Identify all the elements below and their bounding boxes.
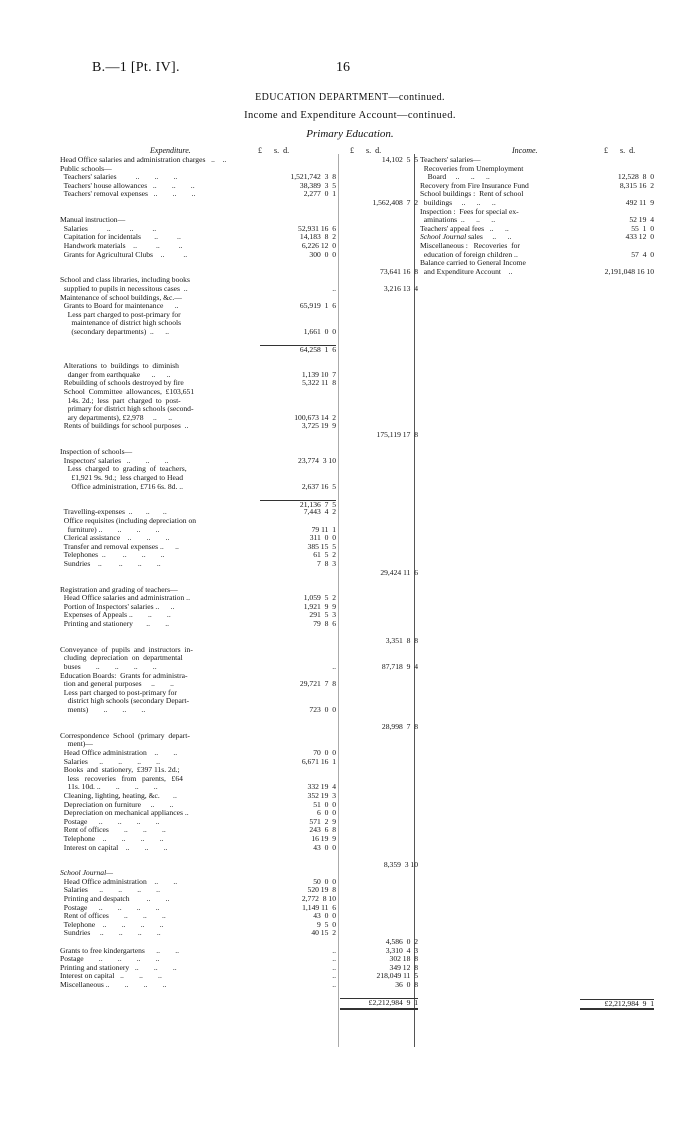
expenditure-subtotal: 175,119 17 8 [376, 430, 418, 439]
income-amount: 492 11 9 [625, 197, 654, 207]
expenditure-amount: 100,673 14 2 [294, 412, 336, 422]
expenditure-subtotal: 28,998 7 8 [381, 722, 418, 732]
income-label: Inspection : Fees for special ex- [420, 206, 519, 216]
income-amount: 8,315 16 2 [619, 180, 654, 190]
income-total-row [420, 999, 660, 1008]
expenditure-label: Less part charged to post-primary for [60, 309, 181, 319]
income-heading: Income. [512, 146, 538, 155]
expenditure-label: Teachers' house allowances .. .. .. [60, 180, 195, 190]
expenditure-amount: 1,139 10 7 [301, 369, 336, 379]
income-label: School Journal sales .. .. [420, 232, 512, 242]
lsd-heading-3: £ s. d. [604, 146, 636, 155]
expenditure-label: Miscellaneous .. .. .. .. [60, 980, 167, 989]
income-total: £2,212,984 9 1 [580, 999, 654, 1011]
expenditure-label: Inspectors' salaries .. .. .. [60, 455, 169, 465]
expenditure-amount: 332 19 4 [307, 782, 336, 792]
expenditure-label: Transfer and removal expenses .. .. [60, 541, 179, 551]
income-label: Teachers' appeal fees .. .. [420, 223, 509, 233]
income-amount: 52 19 4 [629, 215, 654, 225]
expenditure-row [60, 706, 420, 715]
expenditure-label: Cleaning, lighting, heating, &c. .. [60, 790, 177, 800]
expenditure-label: Postage .. .. .. .. [60, 902, 160, 912]
expenditure-amount: 6,226 12 0 [301, 240, 336, 250]
expenditure-label: Salaries .. .. .. [60, 223, 157, 233]
expenditure-label: Head Office salaries and administration charges .. .. [60, 155, 227, 164]
expenditure-row [60, 422, 420, 431]
expenditure-label: 11s. 10d. .. .. .. .. [60, 782, 158, 792]
expenditure-subtotal: 14,102 5 5 [381, 155, 418, 164]
expenditure-row [60, 732, 420, 741]
expenditure-subtotal: 1,562,408 7 2 [372, 197, 418, 207]
expenditure-subtotal: 36 0 8 [395, 980, 418, 989]
expenditure-amount: 21,136 7 5 [260, 500, 336, 510]
income-amount: 57 4 0 [631, 249, 654, 259]
expenditure-row [60, 345, 420, 354]
expenditure-row [60, 844, 420, 853]
expenditure-amount: .. [332, 980, 336, 989]
expenditure-label: Interest on capital .. .. .. [60, 842, 168, 852]
expenditure-amount: 520 19 8 [307, 885, 336, 895]
expenditure-row [60, 336, 420, 345]
expenditure-label: Handwork materials .. .. .. [60, 240, 183, 250]
expenditure-label: Education Boards: Grants for administra- [60, 670, 188, 680]
expenditure-row [60, 981, 420, 990]
expenditure-row [60, 251, 420, 260]
expenditure-label: School and class libraries, including books [60, 275, 190, 285]
expenditure-amount: 6,671 16 1 [301, 756, 336, 766]
expenditure-label: Manual instruction— [60, 215, 126, 225]
expenditure-label: Travelling-expenses .. .. .. [60, 507, 167, 517]
expenditure-amount: .. [332, 962, 336, 972]
expenditure-label: maintenance of district high schools [60, 318, 182, 328]
expenditure-row [60, 929, 420, 938]
expenditure-label: Registration and grading of teachers— [60, 584, 178, 594]
expenditure-amount: 352 19 3 [307, 790, 336, 800]
expenditure-amount: 291 5 3 [309, 610, 336, 620]
expenditure-label: tion and general purposes .. .. [60, 679, 174, 689]
expenditure-amount: 50 0 0 [313, 876, 336, 886]
expenditure-amount: 1,921 9 9 [303, 601, 336, 611]
expenditure-label: Depreciation on mechanical appliances .. [60, 808, 189, 818]
expenditure-row [60, 431, 420, 440]
expenditure-label: district high schools (secondary Depart- [60, 696, 190, 706]
expenditure-label: 14s. 2d.; less part charged to post- [60, 395, 181, 405]
section-title: Primary Education. [306, 128, 394, 140]
expenditure-amount: 7,443 4 2 [303, 507, 336, 517]
income-amount: 433 12 0 [625, 232, 654, 242]
income-label: School buildings : Rent of school [420, 189, 524, 199]
income-amount: 55 1 0 [631, 223, 654, 233]
expenditure-label: Books and stationery, £397 11s. 2d.; [60, 765, 180, 775]
expenditure-label: £1,921 9s. 9d.; less charged to Head [60, 472, 184, 482]
expenditure-label: Capitation for incidentals .. .. [60, 232, 181, 242]
expenditure-label: Correspondence School (primary depart- [60, 730, 190, 740]
expenditure-amount: 38,389 3 5 [299, 180, 336, 190]
expenditure-label: Printing and stationery .. .. [60, 619, 170, 629]
expenditure-label: Office administration, £716 6s. 8d. .. [60, 481, 184, 491]
expenditure-label: Portion of Inspectors' salaries .. .. [60, 601, 175, 611]
expenditure-label: Conveyance of pupils and instructors in- [60, 644, 193, 654]
expenditure-label: Sundries .. .. .. .. [60, 558, 161, 568]
page-number: 16 [336, 60, 350, 75]
expenditure-table [60, 156, 420, 1007]
expenditure-amount: 723 0 0 [309, 705, 336, 714]
expenditure-subtotal: £2,212,984 9 1 [340, 998, 418, 1010]
income-table [420, 155, 660, 1008]
expenditure-label: cluding depreciation on departmental [60, 653, 183, 663]
expenditure-label: School Committee allowances, £103,651 [60, 387, 195, 397]
expenditure-label: primary for district high schools (second- [60, 404, 194, 414]
expenditure-row [60, 491, 420, 500]
expenditure-label: less recoveries from parents, £64 [60, 773, 183, 783]
expenditure-amount: 243 6 8 [309, 825, 336, 835]
expenditure-amount: 51 0 0 [313, 799, 336, 809]
expenditure-amount: 65,919 1 6 [299, 301, 336, 311]
expenditure-subtotal: 218,049 11 5 [376, 971, 418, 981]
expenditure-label: Salaries .. .. .. .. [60, 756, 160, 766]
expenditure-amount: .. [332, 954, 336, 964]
expenditure-row [60, 861, 420, 870]
expenditure-amount: .. [332, 662, 336, 672]
expenditure-label: School Journal— [60, 868, 113, 878]
expenditure-row [60, 620, 420, 629]
income-label: Miscellaneous : Recoveries for [420, 240, 520, 250]
expenditure-subtotal: 4,586 0 2 [385, 937, 418, 947]
expenditure-label: Clerical assistance .. .. .. [60, 533, 170, 543]
expenditure-amount: 61 5 2 [313, 550, 336, 560]
income-label: aminations .. .. .. [420, 215, 496, 225]
expenditure-label: Telephone .. .. .. .. [60, 919, 164, 929]
expenditure-label: Head Office administration .. .. [60, 747, 178, 757]
expenditure-label: Interest on capital .. .. .. [60, 971, 162, 981]
lsd-heading-2: £ s. d. [350, 146, 382, 155]
income-row [420, 268, 660, 277]
expenditure-amount: 16 19 9 [311, 833, 336, 843]
expenditure-amount: 64,258 1 6 [260, 345, 336, 355]
income-label: Recovery from Fire Insurance Fund [420, 180, 529, 190]
income-label: buildings .. .. .. [420, 197, 496, 207]
account-title: Income and Expenditure Account—continued. [244, 110, 456, 121]
expenditure-amount: 571 2 9 [309, 816, 336, 826]
expenditure-row [60, 990, 420, 999]
expenditure-amount: 23,774 3 10 [298, 455, 336, 465]
expenditure-amount: 1,521,742 3 8 [290, 172, 336, 182]
expenditure-amount: 70 0 0 [313, 747, 336, 757]
expenditure-label: Teachers' salaries .. .. .. [60, 172, 178, 182]
expenditure-amount: 9 5 0 [317, 919, 336, 929]
expenditure-subtotal: 3,310 4 3 [385, 945, 418, 955]
expenditure-subtotal: 302 18 8 [389, 954, 418, 964]
expenditure-label: Printing and stationery .. .. .. [60, 962, 177, 972]
expenditure-label: Rents of buildings for school purposes .. [60, 421, 189, 431]
income-label: and Expenditure Account .. [420, 266, 513, 276]
expenditure-row [60, 328, 420, 337]
expenditure-label: Expenses of Appeals .. .. .. [60, 610, 171, 620]
expenditure-label: Grants to free kindergartens .. .. [60, 945, 180, 955]
expenditure-label: Rent of offices .. .. .. [60, 911, 166, 921]
expenditure-amount: 79 8 6 [313, 619, 336, 629]
expenditure-label: Less part charged to post-primary for [60, 687, 177, 697]
expenditure-label: furniture) .. .. .. .. [60, 524, 160, 534]
department-title: EDUCATION DEPARTMENT—continued. [255, 92, 445, 103]
expenditure-label: supplied to pupils in necessitous cases .. [60, 283, 188, 293]
expenditure-label: Grants to Board for maintenance .. [60, 301, 179, 311]
expenditure-label: Sundries .. .. .. .. [60, 928, 161, 938]
expenditure-row [60, 852, 420, 861]
expenditure-label: Postage .. .. .. .. [60, 816, 160, 826]
expenditure-subtotal: 349 12 8 [389, 962, 418, 972]
expenditure-row [60, 190, 420, 199]
expenditure-label: Rent of offices .. .. .. [60, 825, 166, 835]
expenditure-amount: 2,637 16 5 [301, 481, 336, 491]
expenditure-row [60, 483, 420, 492]
expenditure-label: Salaries .. .. .. .. [60, 885, 160, 895]
expenditure-amount: .. [332, 283, 336, 293]
expenditure-amount: .. [332, 945, 336, 955]
expenditure-amount: 79 11 1 [311, 524, 336, 534]
expenditure-label: Telephones .. .. .. .. [60, 550, 165, 560]
expenditure-amount: .. [332, 971, 336, 981]
expenditure-amount: 14,183 8 2 [299, 232, 336, 242]
expenditure-label: ary departments), £2,978 .. .. [60, 412, 172, 422]
expenditure-amount: 385 15 5 [307, 541, 336, 551]
expenditure-label: Office requisites (including depreciation on [60, 515, 197, 525]
expenditure-row [60, 998, 420, 1007]
expenditure-label: buses .. .. .. .. [60, 662, 157, 672]
expenditure-label: Maintenance of school buildings, &c.— [60, 292, 182, 302]
expenditure-amount: 40 15 2 [311, 928, 336, 938]
expenditure-label: danger from earthquake .. .. [60, 369, 171, 379]
income-label: Teachers' salaries— [420, 155, 481, 164]
expenditure-subtotal: 3,351 8 8 [385, 636, 418, 646]
income-label: Board .. .. .. [420, 172, 490, 182]
expenditure-label: Alterations to buildings to diminish [60, 361, 179, 371]
document-reference: B.—1 [Pt. IV]. [92, 60, 180, 75]
expenditure-row [60, 199, 420, 208]
expenditure-label: Inspection of schools— [60, 447, 133, 457]
expenditure-label: Grants for Agricultural Clubs .. .. [60, 249, 188, 259]
expenditure-row [60, 715, 420, 724]
expenditure-label: Less charged to grading of teachers, [60, 464, 187, 474]
expenditure-label: (secondary departments) .. .. [60, 326, 170, 336]
expenditure-amount: 43 0 0 [313, 911, 336, 921]
expenditure-label: Head Office administration .. .. [60, 876, 178, 886]
lsd-heading-1: £ s. d. [258, 146, 290, 155]
expenditure-label: Postage .. .. .. .. [60, 954, 160, 964]
expenditure-label: ments) .. .. .. [60, 705, 146, 714]
expenditure-row [60, 569, 420, 578]
income-label: education of foreign children .. [420, 249, 518, 259]
expenditure-heading: Expenditure. [150, 146, 191, 155]
expenditure-label: Teachers' removal expenses .. .. .. [60, 189, 196, 199]
expenditure-amount: 52,931 16 6 [298, 223, 336, 233]
expenditure-label: Telephone .. .. .. .. [60, 833, 164, 843]
expenditure-amount: 7 8 3 [317, 558, 336, 568]
expenditure-row [60, 259, 420, 268]
expenditure-label: Public schools— [60, 163, 112, 173]
expenditure-row [60, 560, 420, 569]
expenditure-subtotal: 3,216 13 4 [383, 283, 418, 293]
expenditure-amount: 300 0 0 [309, 249, 336, 259]
expenditure-amount: 1,661 0 0 [303, 326, 336, 336]
income-amount: 12,528 8 0 [617, 172, 654, 182]
expenditure-amount: 29,721 7 8 [299, 679, 336, 689]
expenditure-row [60, 156, 420, 165]
expenditure-label: Printing and despatch .. .. [60, 894, 170, 904]
expenditure-amount: 43 0 0 [313, 842, 336, 852]
expenditure-amount: 1,059 5 2 [303, 593, 336, 603]
expenditure-amount: 311 0 0 [309, 533, 336, 543]
expenditure-label: Head Office salaries and administration .. [60, 593, 190, 603]
expenditure-subtotal: 8,359 3 10 [383, 859, 418, 869]
income-label: Recoveries from Unemployment [420, 163, 524, 173]
expenditure-label: Rebuilding of schools destroyed by fire [60, 378, 184, 388]
expenditure-amount: 5,322 11 8 [302, 378, 336, 388]
expenditure-subtotal: 87,718 9 4 [381, 662, 418, 672]
expenditure-amount: 1,149 11 6 [302, 902, 336, 912]
expenditure-amount: 2,772 8 10 [301, 894, 336, 904]
expenditure-row [60, 629, 420, 638]
expenditure-label: ment)— [60, 739, 93, 749]
income-label: Balance carried to General Income [420, 258, 526, 268]
expenditure-amount: 2,277 0 1 [303, 189, 336, 199]
expenditure-amount: 3,725 19 9 [301, 421, 336, 431]
income-amount: 2,191,048 16 10 [604, 266, 654, 276]
expenditure-label: Depreciation on furniture .. .. [60, 799, 174, 809]
expenditure-subtotal: 29,424 11 6 [380, 567, 418, 577]
expenditure-amount: 6 0 0 [317, 808, 336, 818]
expenditure-subtotal: 73,641 16 8 [380, 266, 418, 276]
